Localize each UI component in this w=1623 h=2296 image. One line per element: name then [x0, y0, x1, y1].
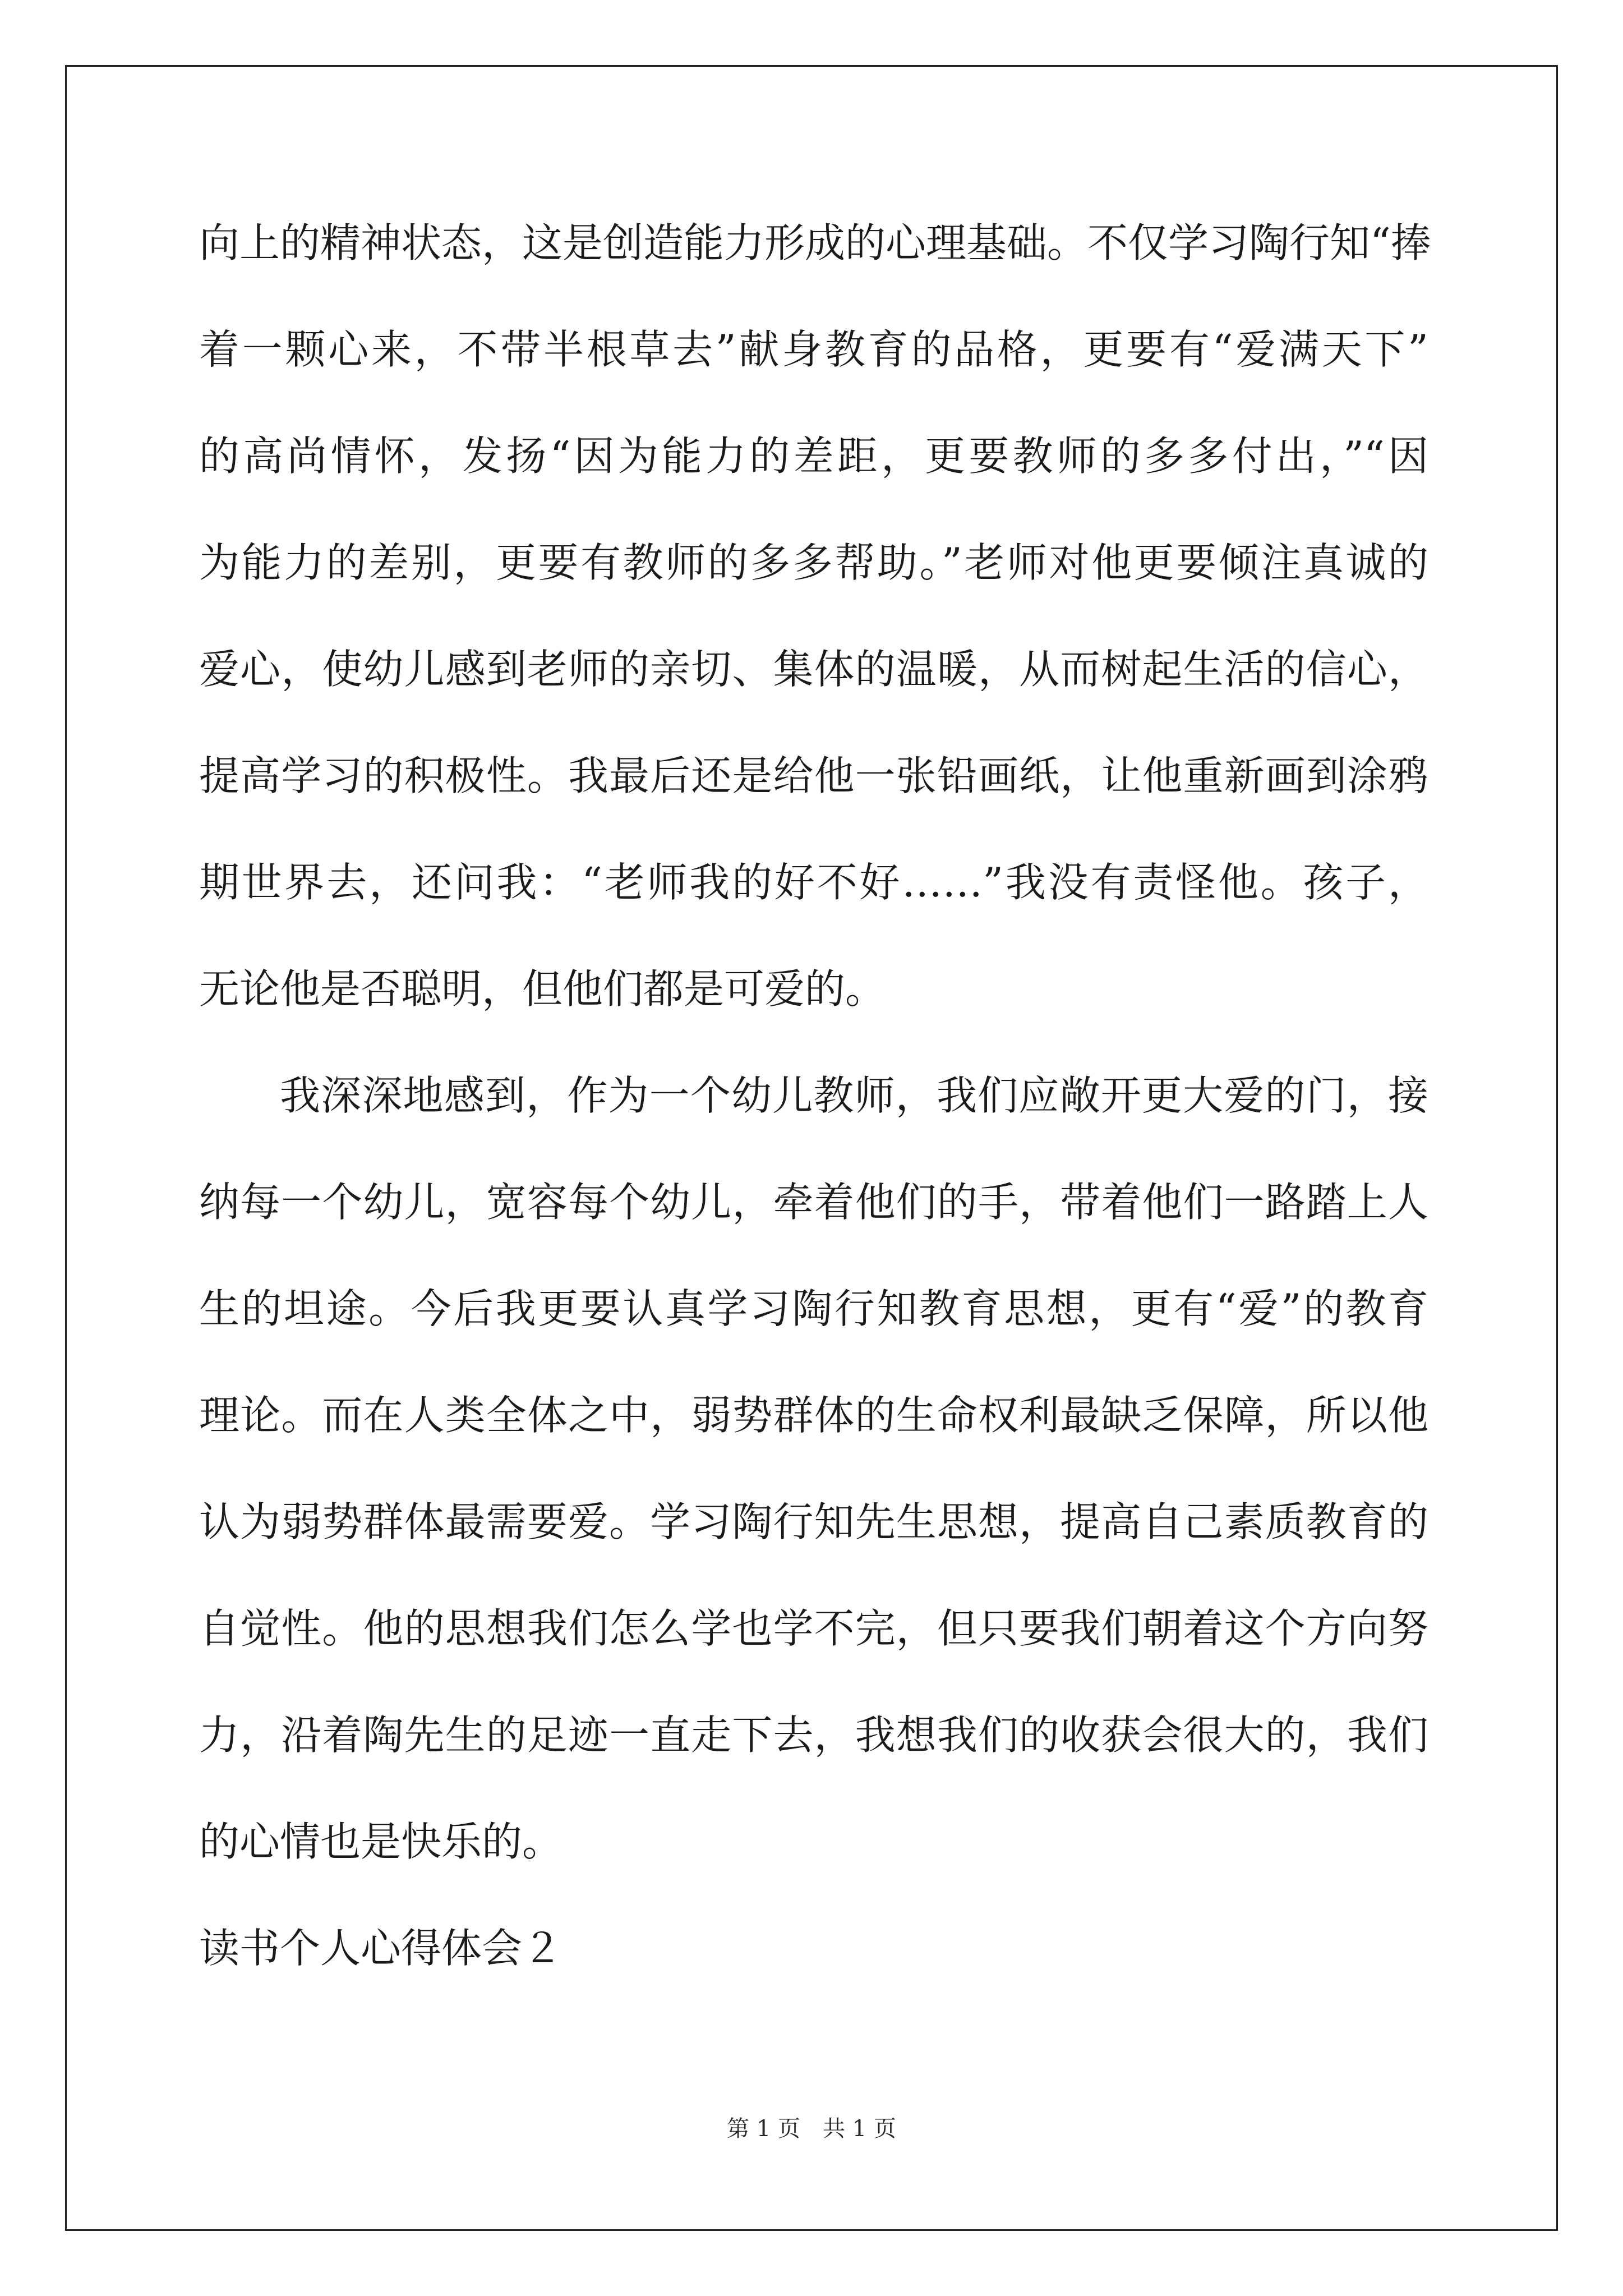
text-line: 生的坦途。今后我更要认真学习陶行知教育思想，更有“爱”的教育 — [199, 1285, 1428, 1332]
text-line: 纳每一个幼儿，宽容每个幼儿，牵着他们的手，带着他们一路踏上人 — [199, 1179, 1428, 1226]
text-line: 提高学习的积极性。我最后还是给他一张铅画纸，让他重新画到涂鸦 — [199, 752, 1428, 799]
text-line: 为能力的差别，更要有教师的多多帮助。”老师对他更要倾注真诚的 — [199, 539, 1428, 586]
page-border — [65, 65, 1558, 2231]
text-line: 着一颗心来，不带半根草去”献身教育的品格，更要有“爱满天下” — [199, 326, 1428, 373]
text-line: 的心情也是快乐的。 — [199, 1818, 563, 1865]
section-heading: 读书个人心得体会２ — [199, 1925, 563, 1972]
text-line: 自觉性。他的思想我们怎么学也学不完，但只要我们朝着这个方向努 — [199, 1605, 1428, 1652]
text-line: 爱心，使幼儿感到老师的亲切、集体的温暖，从而树起生活的信心， — [199, 646, 1428, 693]
text-line: 理论。而在人类全体之中，弱势群体的生命权利最缺乏保障，所以他 — [199, 1392, 1428, 1439]
text-line: 认为弱势群体最需要爱。学习陶行知先生思想，提高自己素质教育的 — [199, 1498, 1428, 1545]
text-line: 向上的精神状态，这是创造能力形成的心理基础。不仅学习陶行知“捧 — [199, 219, 1431, 266]
page-number-footer: 第 1 页 共 1 页 — [727, 2116, 896, 2142]
text-line: 力，沿着陶先生的足迹一直走下去，我想我们的收获会很大的，我们 — [199, 1711, 1428, 1759]
text-line: 的高尚情怀，发扬“因为能力的差距，更要教师的多多付出，”“因 — [199, 432, 1428, 480]
text-line: 期世界去，还问我：“老师我的好不好……”我没有责怪他。孩子， — [199, 859, 1428, 906]
text-line: 无论他是否聪明，但他们都是可爱的。 — [199, 965, 886, 1013]
text-line: 我深深地感到，作为一个幼儿教师，我们应敞开更大爱的门，接 — [280, 1072, 1428, 1119]
